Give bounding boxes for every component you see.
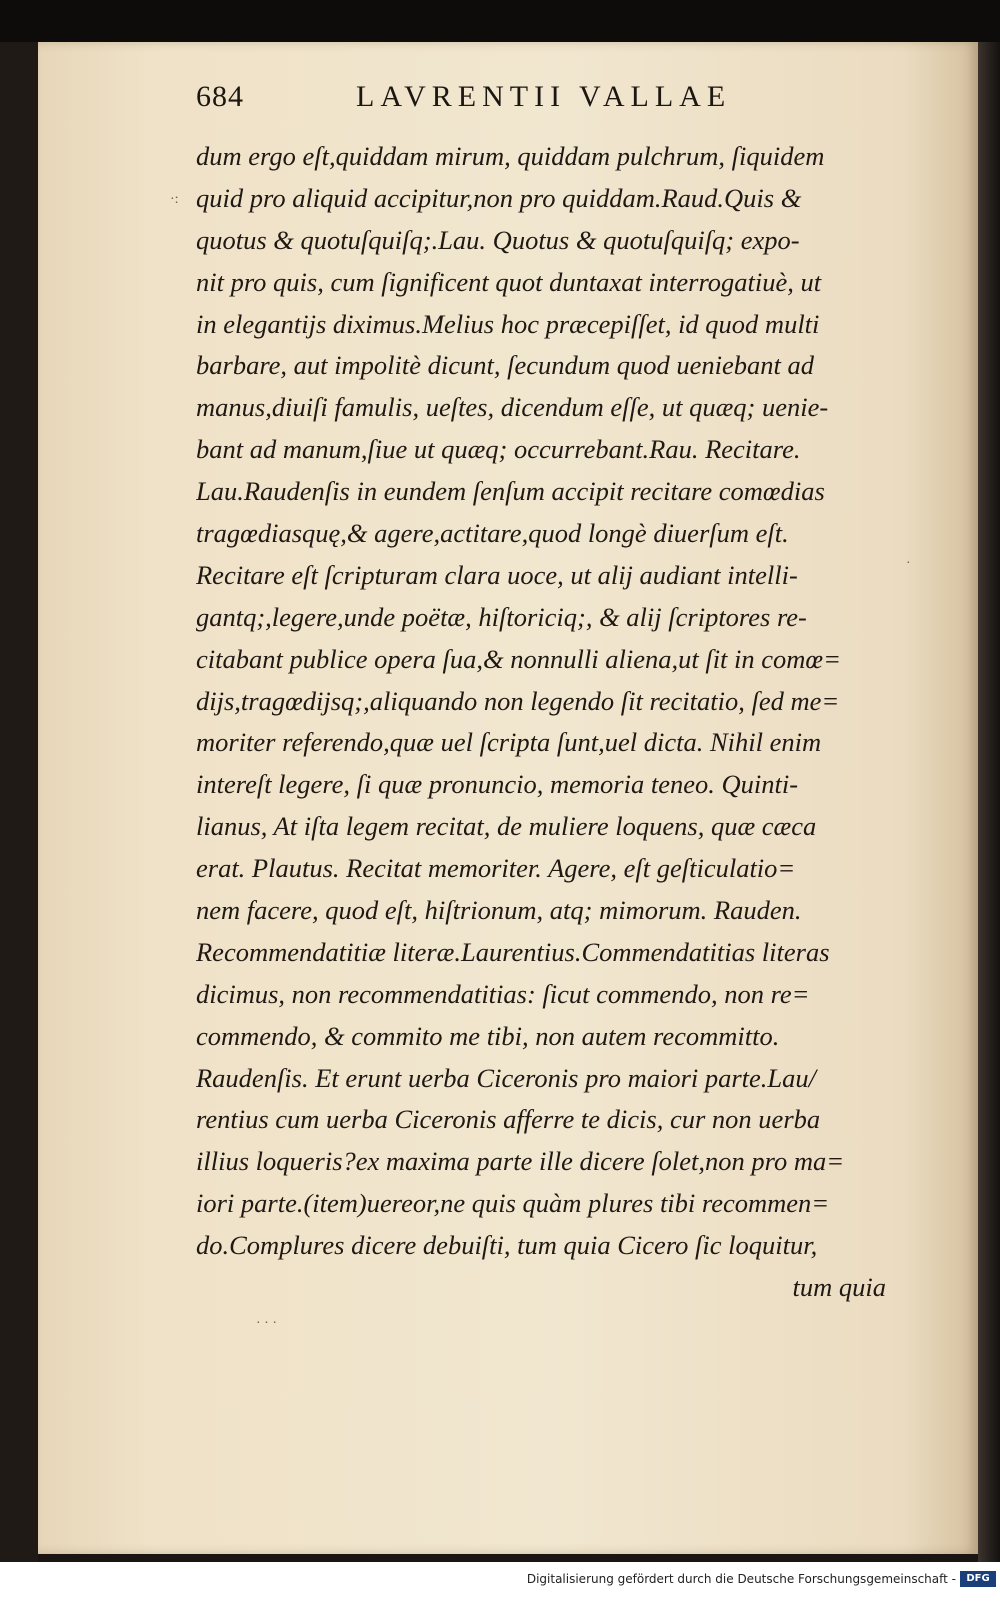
text-line: intereſt legere, ſi quæ pronuncio, memoria teneo. Quinti- (196, 769, 799, 800)
text-line: lianus, At iſta legem recitat, de muliere loquens, quæ cæca (196, 811, 817, 842)
dfg-logo: DFG (960, 1571, 996, 1587)
page-header (196, 80, 756, 124)
text-line: moriter referendo,quæ uel ſcripta ſunt,uel dicta. Nihil enim (196, 727, 822, 758)
text-line: do.Complures dicere debuiſti, tum quia Cicero ſic loquitur, (196, 1230, 818, 1261)
text-line: erat. Plautus. Recitat memoriter. Agere, eſt geſticulatio= (196, 853, 796, 884)
text-line: Lau.Raudenſis in eundem ſenſum accipit recitare comœdias (196, 476, 825, 507)
text-line: Recitare eſt ſcripturam clara uoce, ut alij audiant intelli- (196, 559, 798, 590)
digitization-footer (0, 1562, 1000, 1602)
margin-speck: · · · (256, 1316, 277, 1331)
text-line: in elegantijs diximus.Melius hoc præcepiſſet, id quod multi (196, 308, 820, 339)
margin-speck: ·: (170, 192, 179, 207)
funding-credit: Digitalisierung gefördert durch die Deutsche Forschungsgemeinschaft - (526, 1572, 956, 1586)
text-line: Recommendatitiæ literæ.Laurentius.Commendatitias literas (196, 936, 830, 967)
text-line: nem facere, quod eſt, hiſtrionum, atq; mimorum. Rauden. (196, 895, 802, 926)
scanner-top-border (0, 0, 1000, 42)
text-line: dicimus, non recommendatitias: ſicut commendo, non re= (196, 978, 810, 1009)
text-line: tragœdiasquę,& agere,actitare,quod longè diuerſum eſt. (196, 518, 789, 549)
text-line: barbare, aut impolitè dicunt, ſecundum quod ueniebant ad (196, 350, 815, 381)
text-line: citabant publice opera ſua,& nonnulli aliena,ut ſit in comœ= (196, 643, 841, 674)
text-line: illius loqueris?ex maxima parte ille dicere ſolet,non pro ma= (196, 1146, 845, 1177)
text-line: nit pro quis, cum ſignificent quot duntaxat interrogatiuè, ut (196, 266, 822, 297)
text-line: quotus & quotuſquiſq;.Lau. Quotus & quotuſquiſq; expo- (196, 224, 800, 255)
text-line: gantq;,legere,unde poëtæ, hiſtoriciq;, & alij ſcriptores re- (196, 601, 807, 632)
margin-speck: · (906, 556, 911, 571)
body-text (196, 136, 886, 1309)
scanner-left-border (0, 42, 38, 1562)
page-number: 684 (196, 80, 244, 113)
text-line: dum ergo eſt,quiddam mirum, quiddam pulchrum, ſiquidem (196, 141, 825, 171)
text-line: quid pro aliquid accipitur,non pro quiddam.Raud.Quis & (196, 182, 802, 213)
text-line: Raudenſis. Et erunt uerba Ciceronis pro maiori parte.Lau/ (196, 1062, 817, 1093)
text-line: commendo, & commito me tibi, non autem recommitto. (196, 1020, 780, 1051)
text-line: rentius cum uerba Ciceronis afferre te dicis, cur non uerba (196, 1104, 821, 1135)
text-line: bant ad manum,ſiue ut quæq; occurrebant.Rau. Recitare. (196, 434, 801, 465)
text-line: iori parte.(item)uereor,ne quis quàm plures tibi recommen= (196, 1188, 830, 1219)
text-line: manus,diuiſi famulis, ueſtes, dicendum eſſe, ut quæq; uenie- (196, 392, 829, 423)
running-head: LAVRENTII VALLAE (356, 80, 732, 113)
catchword: tum quia (792, 1272, 886, 1303)
text-line: dijs,tragœdijsq;,aliquando non legendo ſit recitatio, ſed me= (196, 685, 840, 716)
book-fore-edge (978, 42, 1000, 1562)
